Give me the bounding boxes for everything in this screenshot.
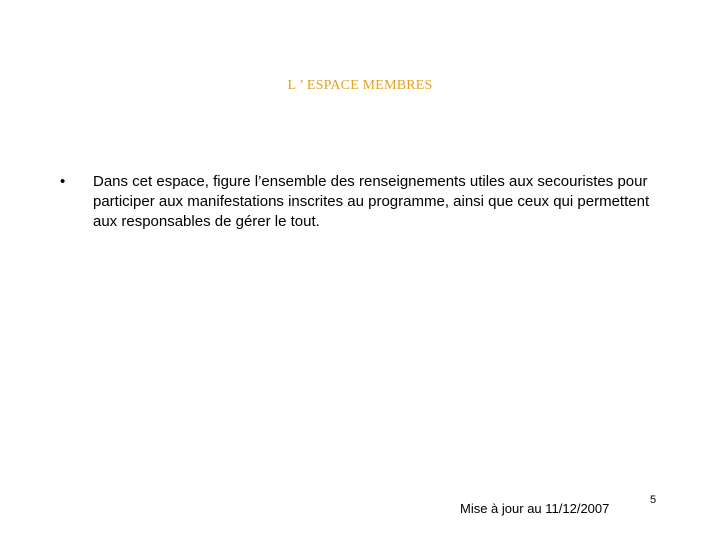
bullet-icon: • xyxy=(60,173,66,190)
slide-title: L ’ ESPACE MEMBRES xyxy=(287,78,433,93)
bullet-text: Dans cet espace, figure l’ensemble des renseignements utiles aux secouristes pour participer aux manifestations inscrites au programme, ainsi que ceux qui permettent aux responsables de gérer le tout. xyxy=(93,173,650,230)
page-number: 5 xyxy=(650,494,657,506)
footer-update-date: Mise à jour au 11/12/2007 xyxy=(460,501,610,516)
